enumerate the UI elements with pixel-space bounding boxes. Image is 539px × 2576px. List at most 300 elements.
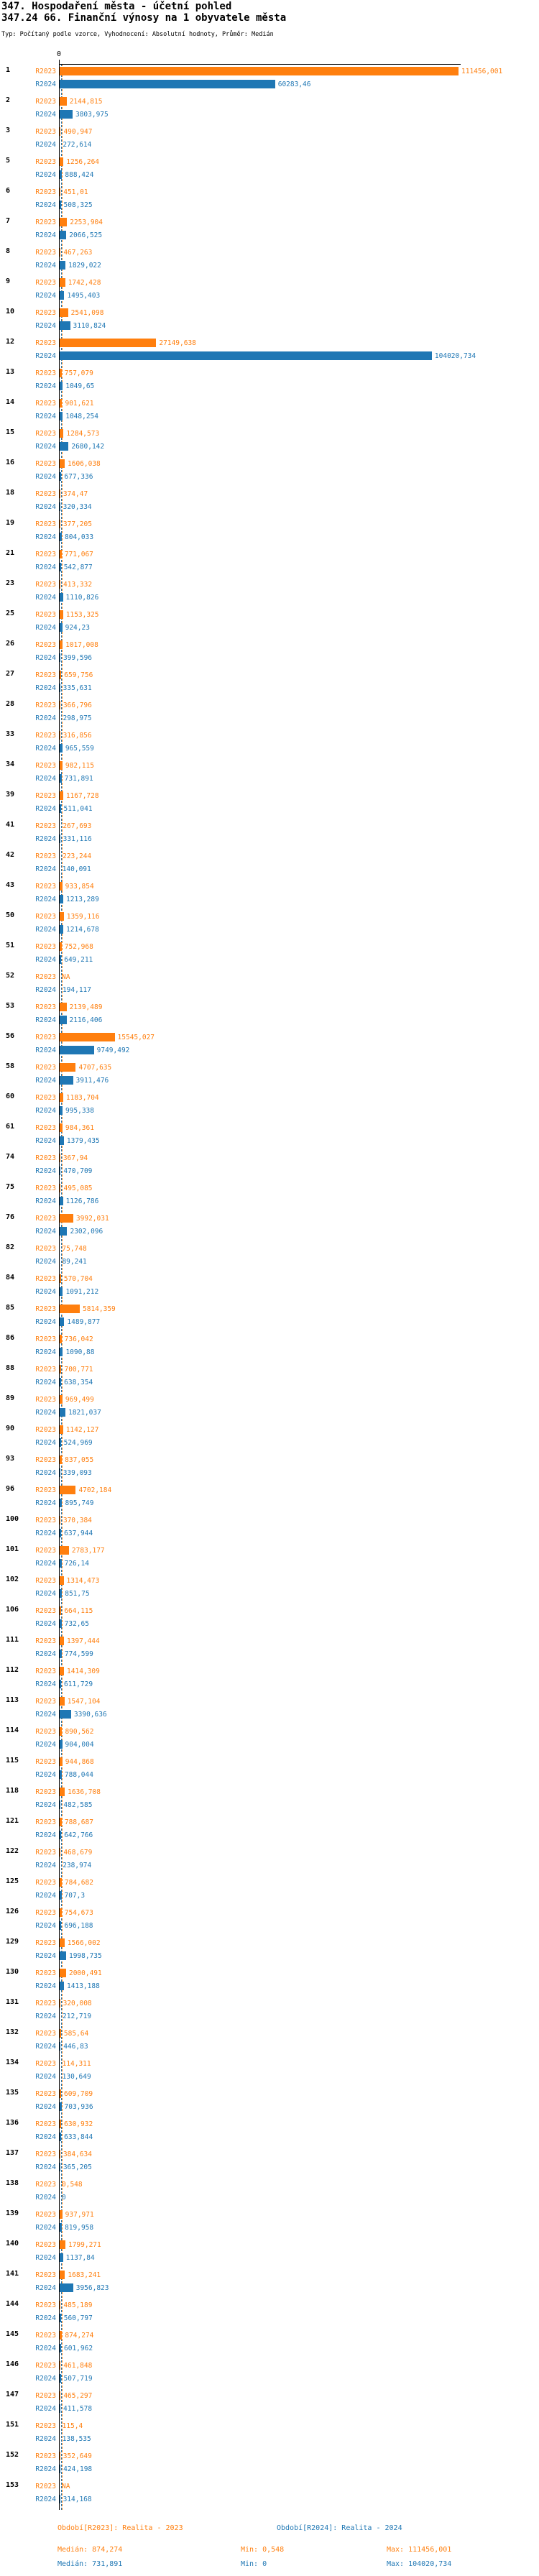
bar-value-r2024: 0 [62,2193,66,2202]
bar-line-r2024 [0,1650,93,1658]
chart-row [0,1001,539,1031]
bar-line-r2024 [0,774,93,783]
bar-value-r2024: 2116,406 [69,1016,103,1024]
stat-median-r2024: Medián: 731,891 [57,2560,123,2568]
series-label-r2024: R2024 [35,1046,56,1054]
bar-line-r2024 [0,2495,92,2503]
series-label-r2023: R2023 [35,2482,56,2490]
bar-line-r2023 [0,1123,94,1132]
bar-r2024 [59,1982,64,1990]
series-label-r2024: R2024 [35,2163,56,2171]
bar-line-r2024 [0,895,99,903]
bar-value-r2024: 707,3 [64,1891,86,1900]
chart-row [0,971,539,1001]
series-label-r2024: R2024 [35,533,56,541]
bar-line-r2023 [0,1093,99,1102]
series-label-r2024: R2024 [35,2283,56,2292]
bar-value-r2023: 366,796 [63,701,92,709]
bar-value-r2023: 3992,031 [75,1214,109,1223]
series-label-r2023: R2023 [35,1637,56,1645]
bar-line-r2023 [0,1969,102,1977]
series-label-r2023: R2023 [35,2301,56,2309]
chart-row [0,1967,539,1997]
bar-value-r2024: 677,336 [64,472,93,481]
series-label-r2023: R2023 [35,1244,56,1253]
bar-line-r2024 [0,1831,93,1839]
bar-value-r2023: 4707,635 [78,1063,112,1072]
bar-line-r2024 [0,1468,92,1477]
series-label-r2023: R2023 [35,1305,56,1313]
series-label-r2024: R2024 [35,80,56,88]
chart-row [0,2329,539,2360]
bar-line-r2023 [0,489,88,498]
chart-row [0,2088,539,2118]
stat-median-r2023: Medián: 874,274 [57,2546,123,2554]
bar-line-r2023 [0,429,99,438]
bar-value-r2023: 352,649 [63,2452,92,2460]
bar-line-r2023 [0,1667,100,1675]
bar-value-r2024: 3390,636 [73,1710,107,1719]
chart-row [0,367,539,397]
series-label-r2023: R2023 [35,248,56,257]
series-label-r2023: R2023 [35,1818,56,1826]
bar-line-r2023 [0,1335,93,1343]
series-label-r2023: R2023 [35,1697,56,1706]
bar-value-r2024: 9749,492 [96,1046,130,1054]
bar-value-r2024: 314,168 [63,2495,92,2503]
report-title: 347. Hospodaření města - účetní pohled [1,1,232,12]
series-label-r2024: R2024 [35,1770,56,1779]
bar-line-r2023 [0,218,103,226]
series-label-r2023: R2023 [35,1999,56,2007]
series-label-r2023: R2023 [35,2089,56,2098]
bar-line-r2023 [0,1637,100,1645]
series-label-r2023: R2023 [35,1184,56,1192]
series-label-r2024: R2024 [35,110,56,119]
chart-row [0,880,539,911]
bar-value-r2023: 2783,177 [71,1546,105,1555]
bar-value-r2023: 115,4 [62,2421,83,2430]
row-number: 16 [6,459,15,466]
row-number: 93 [6,1455,15,1463]
chart-row [0,1152,539,1182]
bar-line-r2023 [0,912,100,921]
bar-r2024 [59,1710,71,1719]
series-label-r2023: R2023 [35,1033,56,1041]
stat-max-r2023: Max: 111456,001 [387,2546,452,2554]
bar-value-r2023: 15545,027 [117,1033,155,1041]
row-number: 7 [6,217,11,225]
bar-line-r2023 [0,1184,93,1192]
bar-value-r2024: 696,188 [64,1921,93,1930]
chart-row [0,277,539,307]
bar-value-r2023: 1636,708 [68,1788,101,1796]
chart-row [0,337,539,367]
bar-line-r2024 [0,925,99,934]
series-label-r2024: R2024 [35,170,56,179]
bar-line-r2023 [0,2391,92,2400]
bar-value-r2024: 1091,212 [65,1287,99,1296]
series-label-r2024: R2024 [35,2465,56,2473]
series-label-r2024: R2024 [35,1529,56,1537]
row-number: 84 [6,1274,15,1282]
series-label-r2024: R2024 [35,2133,56,2141]
bar-value-r2023: 461,848 [63,2361,93,2370]
row-number: 75 [6,1183,15,1191]
bar-value-r2023: 1153,325 [65,610,99,619]
bar-value-r2023: 1256,264 [66,157,100,166]
series-label-r2024: R2024 [35,442,56,451]
row-number: 145 [6,2330,19,2338]
series-label-r2024: R2024 [35,1800,56,1809]
row-number: 8 [6,247,11,255]
series-label-r2024: R2024 [35,231,56,239]
chart-row [0,1062,539,1092]
y-axis-line [59,60,60,2510]
bar-value-r2024: 642,766 [64,1831,93,1839]
series-label-r2023: R2023 [35,912,56,921]
series-label-r2024: R2024 [35,653,56,662]
bar-value-r2023: 413,332 [63,580,93,589]
bar-line-r2024 [0,1982,100,1990]
bar-line-r2024 [0,1559,89,1568]
bar-value-r2023: 944,868 [65,1757,94,1766]
row-number: 88 [6,1364,15,1372]
bar-value-r2024: 804,033 [65,533,94,541]
bar-r2023 [59,912,64,921]
bar-line-r2024 [0,533,93,541]
bar-line-r2024 [0,2434,91,2443]
series-label-r2023: R2023 [35,399,56,408]
series-label-r2023: R2023 [35,791,56,800]
chart-row [0,609,539,639]
bar-line-r2024 [0,2404,92,2413]
chart-row [0,156,539,186]
bar-value-r2024: 1048,254 [65,412,98,420]
series-label-r2023: R2023 [35,520,56,528]
series-label-r2024: R2024 [35,2253,56,2262]
chart-row [0,699,539,730]
series-label-r2024: R2024 [35,1891,56,1900]
bar-value-r2023: NA [62,972,70,981]
bar-line-r2024 [0,472,93,481]
row-number: 10 [6,308,15,316]
series-label-r2023: R2023 [35,2361,56,2370]
bar-line-r2023 [0,188,88,196]
series-label-r2024: R2024 [35,2102,56,2111]
bar-line-r2024 [0,170,93,179]
chart-row [0,307,539,337]
chart-row [0,1937,539,1967]
row-number: 141 [6,2270,19,2278]
row-number: 34 [6,760,15,768]
series-label-r2023: R2023 [35,550,56,558]
row-number: 58 [6,1062,15,1070]
row-number: 14 [6,398,15,406]
series-label-r2023: R2023 [35,640,56,649]
bar-line-r2024 [0,2042,88,2051]
chart-row [0,2148,539,2179]
bar-value-r2023: 370,384 [63,1516,92,1524]
row-number: 89 [6,1394,15,1402]
bar-value-r2023: 2139,489 [69,1003,103,1011]
bar-line-r2023 [0,1999,92,2007]
bar-value-r2023: 367,94 [63,1154,88,1162]
bar-line-r2024 [0,201,93,209]
series-label-r2023: R2023 [35,459,56,468]
bar-line-r2024 [0,140,91,149]
bar-value-r2023: 570,704 [63,1274,93,1283]
bar-value-r2024: 788,044 [64,1770,93,1779]
bar-value-r2023: 1397,444 [66,1637,100,1645]
bar-line-r2024 [0,2012,91,2020]
chart-row [0,2118,539,2148]
bar-value-r2023: 788,687 [64,1818,93,1826]
series-label-r2023: R2023 [35,127,56,136]
series-label-r2024: R2024 [35,2314,56,2322]
series-label-r2023: R2023 [35,97,56,106]
series-label-r2023: R2023 [35,1425,56,1434]
bar-value-r2024: 508,325 [63,201,93,209]
bar-r2024 [59,1016,67,1024]
bar-value-r2023: 267,693 [63,822,92,830]
chart-row [0,96,539,126]
series-label-r2024: R2024 [35,714,56,722]
chart-row [0,2299,539,2329]
bar-value-r2023: 771,067 [64,550,93,558]
chart-row [0,911,539,941]
chart-row [0,1907,539,1937]
bar-value-r2023: 2541,098 [70,308,104,317]
chart-row [0,1877,539,1907]
bar-line-r2023 [0,97,102,106]
series-label-r2024: R2024 [35,1348,56,1356]
bar-value-r2024: 339,093 [63,1468,92,1477]
bar-r2024 [59,231,66,239]
bar-line-r2023 [0,308,103,317]
row-number: 144 [6,2300,19,2308]
row-number: 51 [6,942,15,949]
bar-line-r2023 [0,520,92,528]
bar-line-r2023 [0,1486,111,1494]
bar-line-r2024 [0,1136,100,1145]
row-number: 96 [6,1485,15,1493]
row-number: 140 [6,2240,19,2248]
bar-line-r2024 [0,653,92,662]
bar-value-r2024: 1049,65 [65,382,95,390]
bar-value-r2023: 320,008 [63,1999,92,2007]
series-label-r2023: R2023 [35,1878,56,1887]
row-number: 23 [6,579,15,587]
series-label-r2024: R2024 [35,2012,56,2020]
series-label-r2023: R2023 [35,1908,56,1917]
bar-line-r2024 [0,744,94,753]
bar-line-r2023 [0,2361,92,2370]
series-label-r2023: R2023 [35,1003,56,1011]
bar-line-r2024 [0,1016,102,1024]
bar-line-r2024 [0,2344,93,2352]
chart-row [0,518,539,548]
chart-row [0,1394,539,1424]
bar-value-r2024: 904,004 [65,1740,94,1749]
bar-value-r2023: 1284,573 [66,429,100,438]
bar-r2024 [59,1076,73,1085]
bar-value-r2023: 5814,359 [83,1305,116,1313]
series-label-r2024: R2024 [35,1408,56,1417]
series-label-r2024: R2024 [35,1016,56,1024]
chart-row [0,65,539,96]
row-number: 33 [6,730,15,738]
bar-r2024 [59,351,432,360]
bar-line-r2024 [0,321,106,330]
chart-row [0,1786,539,1816]
series-label-r2024: R2024 [35,744,56,753]
chart-row [0,760,539,790]
bar-line-r2024 [0,2283,109,2292]
series-label-r2023: R2023 [35,1093,56,1102]
bar-value-r2023: NA [62,2482,70,2490]
bar-r2024 [59,442,68,451]
series-label-r2023: R2023 [35,1274,56,1283]
series-label-r2023: R2023 [35,1123,56,1132]
bar-value-r2023: 757,079 [64,369,93,377]
chart-row [0,730,539,760]
bar-line-r2024 [0,2223,93,2232]
series-label-r2023: R2023 [35,1395,56,1404]
series-label-r2023: R2023 [35,429,56,438]
series-label-r2024: R2024 [35,985,56,994]
bar-value-r2023: 752,968 [64,942,93,951]
bar-value-r2024: 424,198 [63,2465,93,2473]
row-number: 153 [6,2481,19,2489]
bar-line-r2023 [0,369,93,377]
chart-row [0,2420,539,2450]
row-number: 106 [6,1606,19,1614]
chart-row [0,941,539,971]
series-label-r2023: R2023 [35,2331,56,2340]
row-number: 147 [6,2391,19,2398]
chart-row [0,2450,539,2480]
row-number: 100 [6,1515,19,1523]
series-label-r2023: R2023 [35,218,56,226]
bar-line-r2023 [0,1244,87,1253]
bar-line-r2023 [0,248,92,257]
bar-r2024 [59,291,64,300]
row-number: 6 [6,187,11,195]
series-label-r2024: R2024 [35,2495,56,2503]
bar-line-r2024 [0,623,90,632]
bar-value-r2023: 451,01 [63,188,88,196]
bar-line-r2023 [0,822,91,830]
bar-line-r2024 [0,1167,92,1175]
row-number: 121 [6,1817,19,1825]
series-label-r2024: R2024 [35,623,56,632]
series-label-r2023: R2023 [35,2391,56,2400]
bar-value-r2024: 2066,525 [69,231,103,239]
series-label-r2024: R2024 [35,1438,56,1447]
chart-row [0,2209,539,2239]
bar-r2023 [59,278,65,287]
chart-row [0,1665,539,1696]
row-number: 26 [6,640,15,648]
bar-line-r2024 [0,1348,94,1356]
series-label-r2024: R2024 [35,1559,56,1568]
bar-value-r2024: 703,936 [64,2102,93,2111]
chart-row [0,1545,539,1575]
bar-value-r2024: 365,205 [63,2163,92,2171]
series-label-r2023: R2023 [35,1606,56,1615]
row-number: 137 [6,2149,19,2157]
bar-value-r2023: 0,548 [62,2180,83,2189]
bar-value-r2024: 1379,435 [66,1136,100,1145]
bar-value-r2024: 1829,022 [68,261,101,270]
bar-line-r2024 [0,261,101,270]
row-number: 43 [6,881,15,889]
chart-row [0,2360,539,2390]
bar-value-r2024: 331,116 [63,834,92,843]
series-label-r2024: R2024 [35,925,56,934]
series-label-r2024: R2024 [35,201,56,209]
chart-row [0,820,539,850]
bar-value-r2023: 2000,491 [68,1969,102,1977]
bar-r2023 [59,1788,65,1796]
bar-value-r2023: 736,042 [64,1335,93,1343]
bar-line-r2024 [0,955,93,964]
series-label-r2023: R2023 [35,671,56,679]
bar-line-r2023 [0,2240,101,2249]
bar-value-r2023: 982,115 [65,761,94,770]
bar-value-r2023: 1414,309 [67,1667,100,1675]
bar-value-r2023: 1606,038 [68,459,101,468]
bar-value-r2024: 1090,88 [65,1348,95,1356]
bar-value-r2023: 75,748 [62,1244,87,1253]
bar-line-r2024 [0,1891,85,1900]
row-number: 125 [6,1877,19,1885]
bar-value-r2024: 524,969 [63,1438,93,1447]
row-number: 82 [6,1243,15,1251]
bar-value-r2023: 890,562 [65,1727,94,1736]
series-label-r2024: R2024 [35,2404,56,2413]
bar-value-r2023: 609,709 [64,2089,93,2098]
bar-line-r2024 [0,1227,103,1236]
series-label-r2023: R2023 [35,1576,56,1585]
bar-r2023 [59,1637,64,1645]
chart-row [0,126,539,156]
bar-line-r2023 [0,2089,93,2098]
row-number: 25 [6,610,15,617]
bar-line-r2023 [0,550,93,558]
series-label-r2023: R2023 [35,972,56,981]
bar-value-r2024: 1213,289 [66,895,99,903]
bar-r2023 [59,1546,69,1555]
bar-value-r2024: 1137,84 [65,2253,95,2262]
bar-value-r2023: 316,856 [63,731,92,740]
bar-r2024 [59,1408,65,1417]
bar-r2023 [59,1063,75,1072]
chart-row [0,1363,539,1394]
series-label-r2024: R2024 [35,2042,56,2051]
stat-max-r2024: Max: 104020,734 [387,2560,452,2568]
series-label-r2023: R2023 [35,2452,56,2460]
chart-row [0,1846,539,1877]
chart-row [0,1484,539,1514]
chart-row [0,2179,539,2209]
bar-line-r2024 [0,1710,107,1719]
bar-value-r2024: 335,631 [63,684,92,692]
series-label-r2024: R2024 [35,1287,56,1296]
bar-value-r2023: 374,47 [63,489,88,498]
bar-line-r2024 [0,1106,94,1115]
